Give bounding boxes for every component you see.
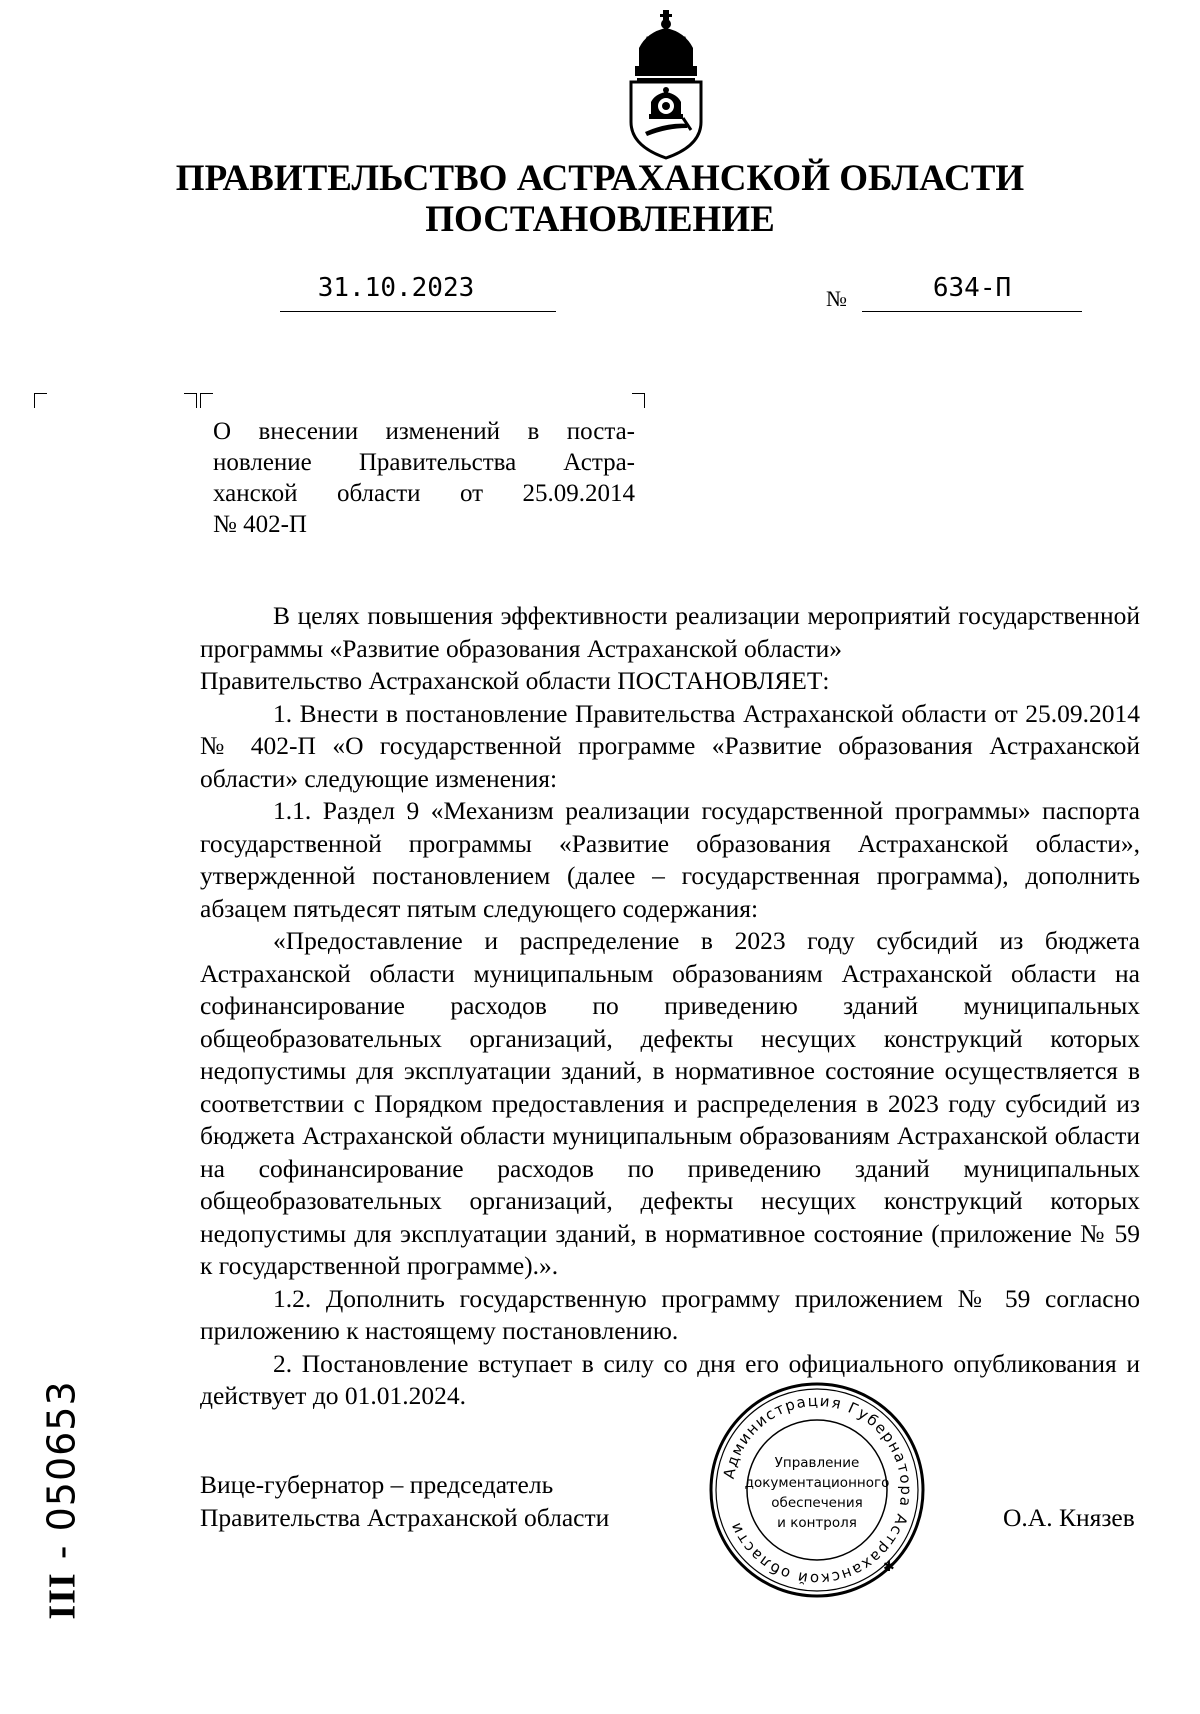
subject-line: О внесении изменений в поста- (213, 418, 635, 445)
signatory-position (200, 1469, 609, 1534)
stamp-center-line: и контроля (777, 1515, 857, 1531)
body-paragraph: «Предоставление и распределение в 2023 году субсидий из бюджета Астраханской области муниципальным образованиям Астраханской области на софинансирование расходов по приведению зданий муниципальных общеобразовательных организаций, дефекты несущих конструкций которых недопустимы для эксплуатации зданий, в нормативное состояние осуществляется в соответствии с Порядком предоставления и распределения в 2023 году субсидий из бюджета Астраханской области муниципальным образованиям Астраханской области на софинансирование расходов по приведению зданий муниципальных общеобразовательных организаций, дефекты несущих конструкций которых недопустимы для эксплуатации зданий, в нормативное состояние (приложение № 59 к государственной программе).». (200, 926, 1140, 1280)
stamp-center-line: Управление (774, 1455, 860, 1471)
body-paragraph: В целях повышения эффективности реализации мероприятий государственной программы «Развитие образования Астраханской области» (200, 601, 1140, 663)
document-body (200, 600, 1140, 1413)
stamp-star-icon: ✱ (883, 1559, 895, 1575)
corner-mark (184, 393, 197, 408)
stamp-ring-text: Администрация Губернатора Астраханской области (719, 1391, 916, 1589)
document-type-title: ПОСТАНОВЛЕНИЕ (425, 199, 775, 240)
signatory-position-line: Правительства Астраханской области (200, 1502, 610, 1532)
subject-line: № 402-П (213, 511, 307, 538)
official-stamp (708, 1381, 926, 1599)
signatory-name: О.А. Князев (1003, 1503, 1135, 1532)
coat-of-arms-emblem (617, 10, 715, 160)
date-underline (280, 311, 556, 312)
body-paragraph: Правительство Астраханской области ПОСТАНОВЛЯЕТ: (200, 666, 830, 695)
number-underline (862, 311, 1082, 312)
subject-line: новление Правительства Астра- (213, 449, 635, 476)
corner-mark (200, 393, 213, 408)
organization-title: ПРАВИТЕЛЬСТВО АСТРАХАНСКОЙ ОБЛАСТИ (175, 158, 1025, 199)
stamp-center-line: документационного (744, 1475, 890, 1491)
body-paragraph: 1.1. Раздел 9 «Механизм реализации государственной программы» паспорта государственной программы «Развитие образования Астраханской области», утвержденной постановлением (далее – государственная программа), дополнить абзацем пятьдесят пятым следующего содержания: (200, 796, 1140, 923)
body-paragraph: 1.2. Дополнить государственную программу приложением № 59 согласно приложению к настоящему постановлению. (200, 1283, 1140, 1345)
registry-digits: - 050653 (39, 1380, 84, 1560)
body-paragraph: 2. Постановление вступает в силу со дня его официального опубликования и действует до 01.01.2024. (200, 1348, 1140, 1410)
signatory-position-line: Вице-губернатор – председатель (200, 1470, 554, 1499)
stamp-center-line: обеспечения (771, 1495, 863, 1511)
registry-prefix: ІІІ (41, 1572, 84, 1620)
document-number: 634-П (932, 273, 1012, 303)
corner-mark (34, 393, 47, 408)
corner-mark (632, 393, 645, 408)
document-subject (213, 416, 635, 540)
number-sign: № (826, 286, 847, 311)
document-date: 31.10.2023 (317, 273, 475, 303)
subject-line: ханской области от 25.09.2014 (213, 480, 635, 507)
body-paragraph: 1. Внести в постановление Правительства Астраханской области от 25.09.2014 № 402-П «О государственной программе «Развитие образования Астраханской области» следующие изменения: (200, 698, 1140, 793)
